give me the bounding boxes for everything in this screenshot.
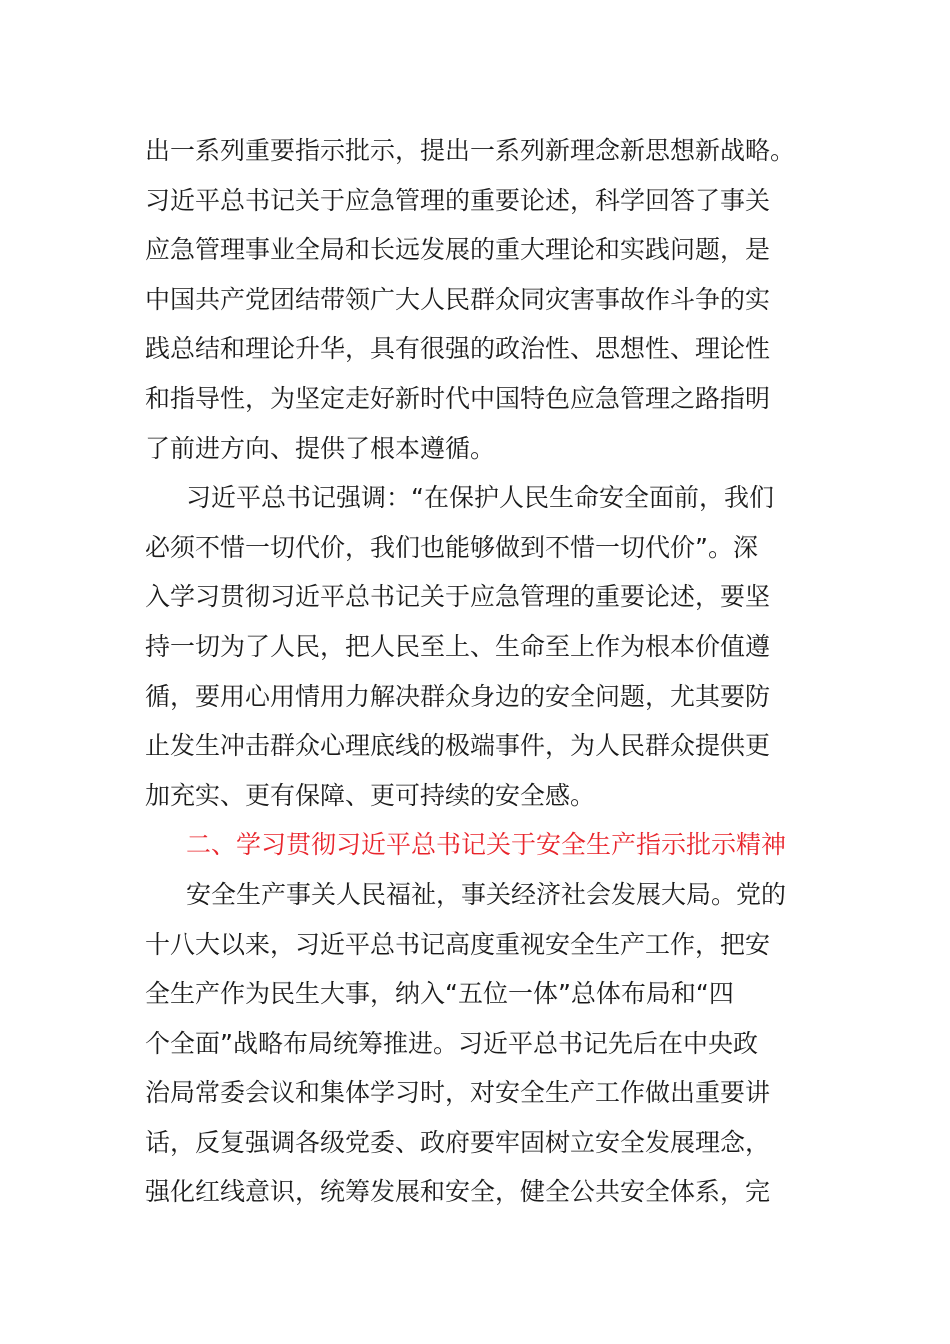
text-line: 应急管理事业全局和长远发展的重大理论和实践问题，是	[145, 235, 771, 265]
text-line: 治局常委会议和集体学习时，对安全生产工作做出重要讲	[145, 1078, 771, 1108]
text-line: 习近平总书记关于应急管理的重要论述，科学回答了事关	[145, 185, 771, 215]
text-line: 入学习贯彻习近平总书记关于应急管理的重要论述，要坚	[145, 582, 771, 612]
text-line: 和指导性，为坚定走好新时代中国特色应急管理之路指明	[145, 383, 771, 413]
text-line: 全生产作为民生大事，纳入“五位一体”总体布局和“四	[145, 979, 734, 1009]
text-line: 出一系列重要指示批示，提出一系列新理念新思想新战略。	[145, 136, 796, 165]
text-line: 加充实、更有保障、更可持续的安全感。	[145, 780, 596, 810]
text-line: 十八大以来，习近平总书记高度重视安全生产工作，把安	[145, 929, 771, 959]
text-line: 强化红线意识，统筹发展和安全，健全公共安全体系，完	[145, 1177, 771, 1207]
text-line: 中国共产党团结带领广大人民群众同灾害事故作斗争的实	[145, 284, 771, 314]
text-line: 持一切为了人民，把人民至上、生命至上作为根本价值遵	[145, 631, 771, 661]
section-heading	[145, 820, 810, 870]
text-line: 必须不惜一切代价，我们也能够做到不惜一切代价”。深	[145, 532, 758, 562]
paragraph-continued	[145, 126, 810, 473]
paragraph-quote	[145, 473, 810, 820]
text-line: 话，反复强调各级党委、政府要牢固树立安全发展理念，	[145, 1127, 771, 1157]
text-line: 循，要用心用情用力解决群众身边的安全问题，尤其要防	[145, 681, 771, 711]
section-heading-text: 二、学习贯彻习近平总书记关于安全生产指示批示精神	[186, 830, 787, 860]
paragraph-safety-production	[145, 870, 810, 1217]
text-line: 习近平总书记强调：“在保护人民生命安全面前，我们	[186, 483, 774, 513]
text-line: 止发生冲击群众心理底线的极端事件，为人民群众提供更	[145, 731, 771, 761]
text-line: 了前进方向、提供了根本遵循。	[145, 433, 496, 463]
text-line: 安全生产事关人民福祉，事关经济社会发展大局。党的	[186, 879, 787, 909]
text-line: 个全面”战略布局统筹推进。习近平总书记先后在中央政	[145, 1028, 758, 1058]
text-line: 践总结和理论升华，具有很强的政治性、思想性、理论性	[145, 334, 771, 364]
document-body	[145, 126, 810, 1217]
